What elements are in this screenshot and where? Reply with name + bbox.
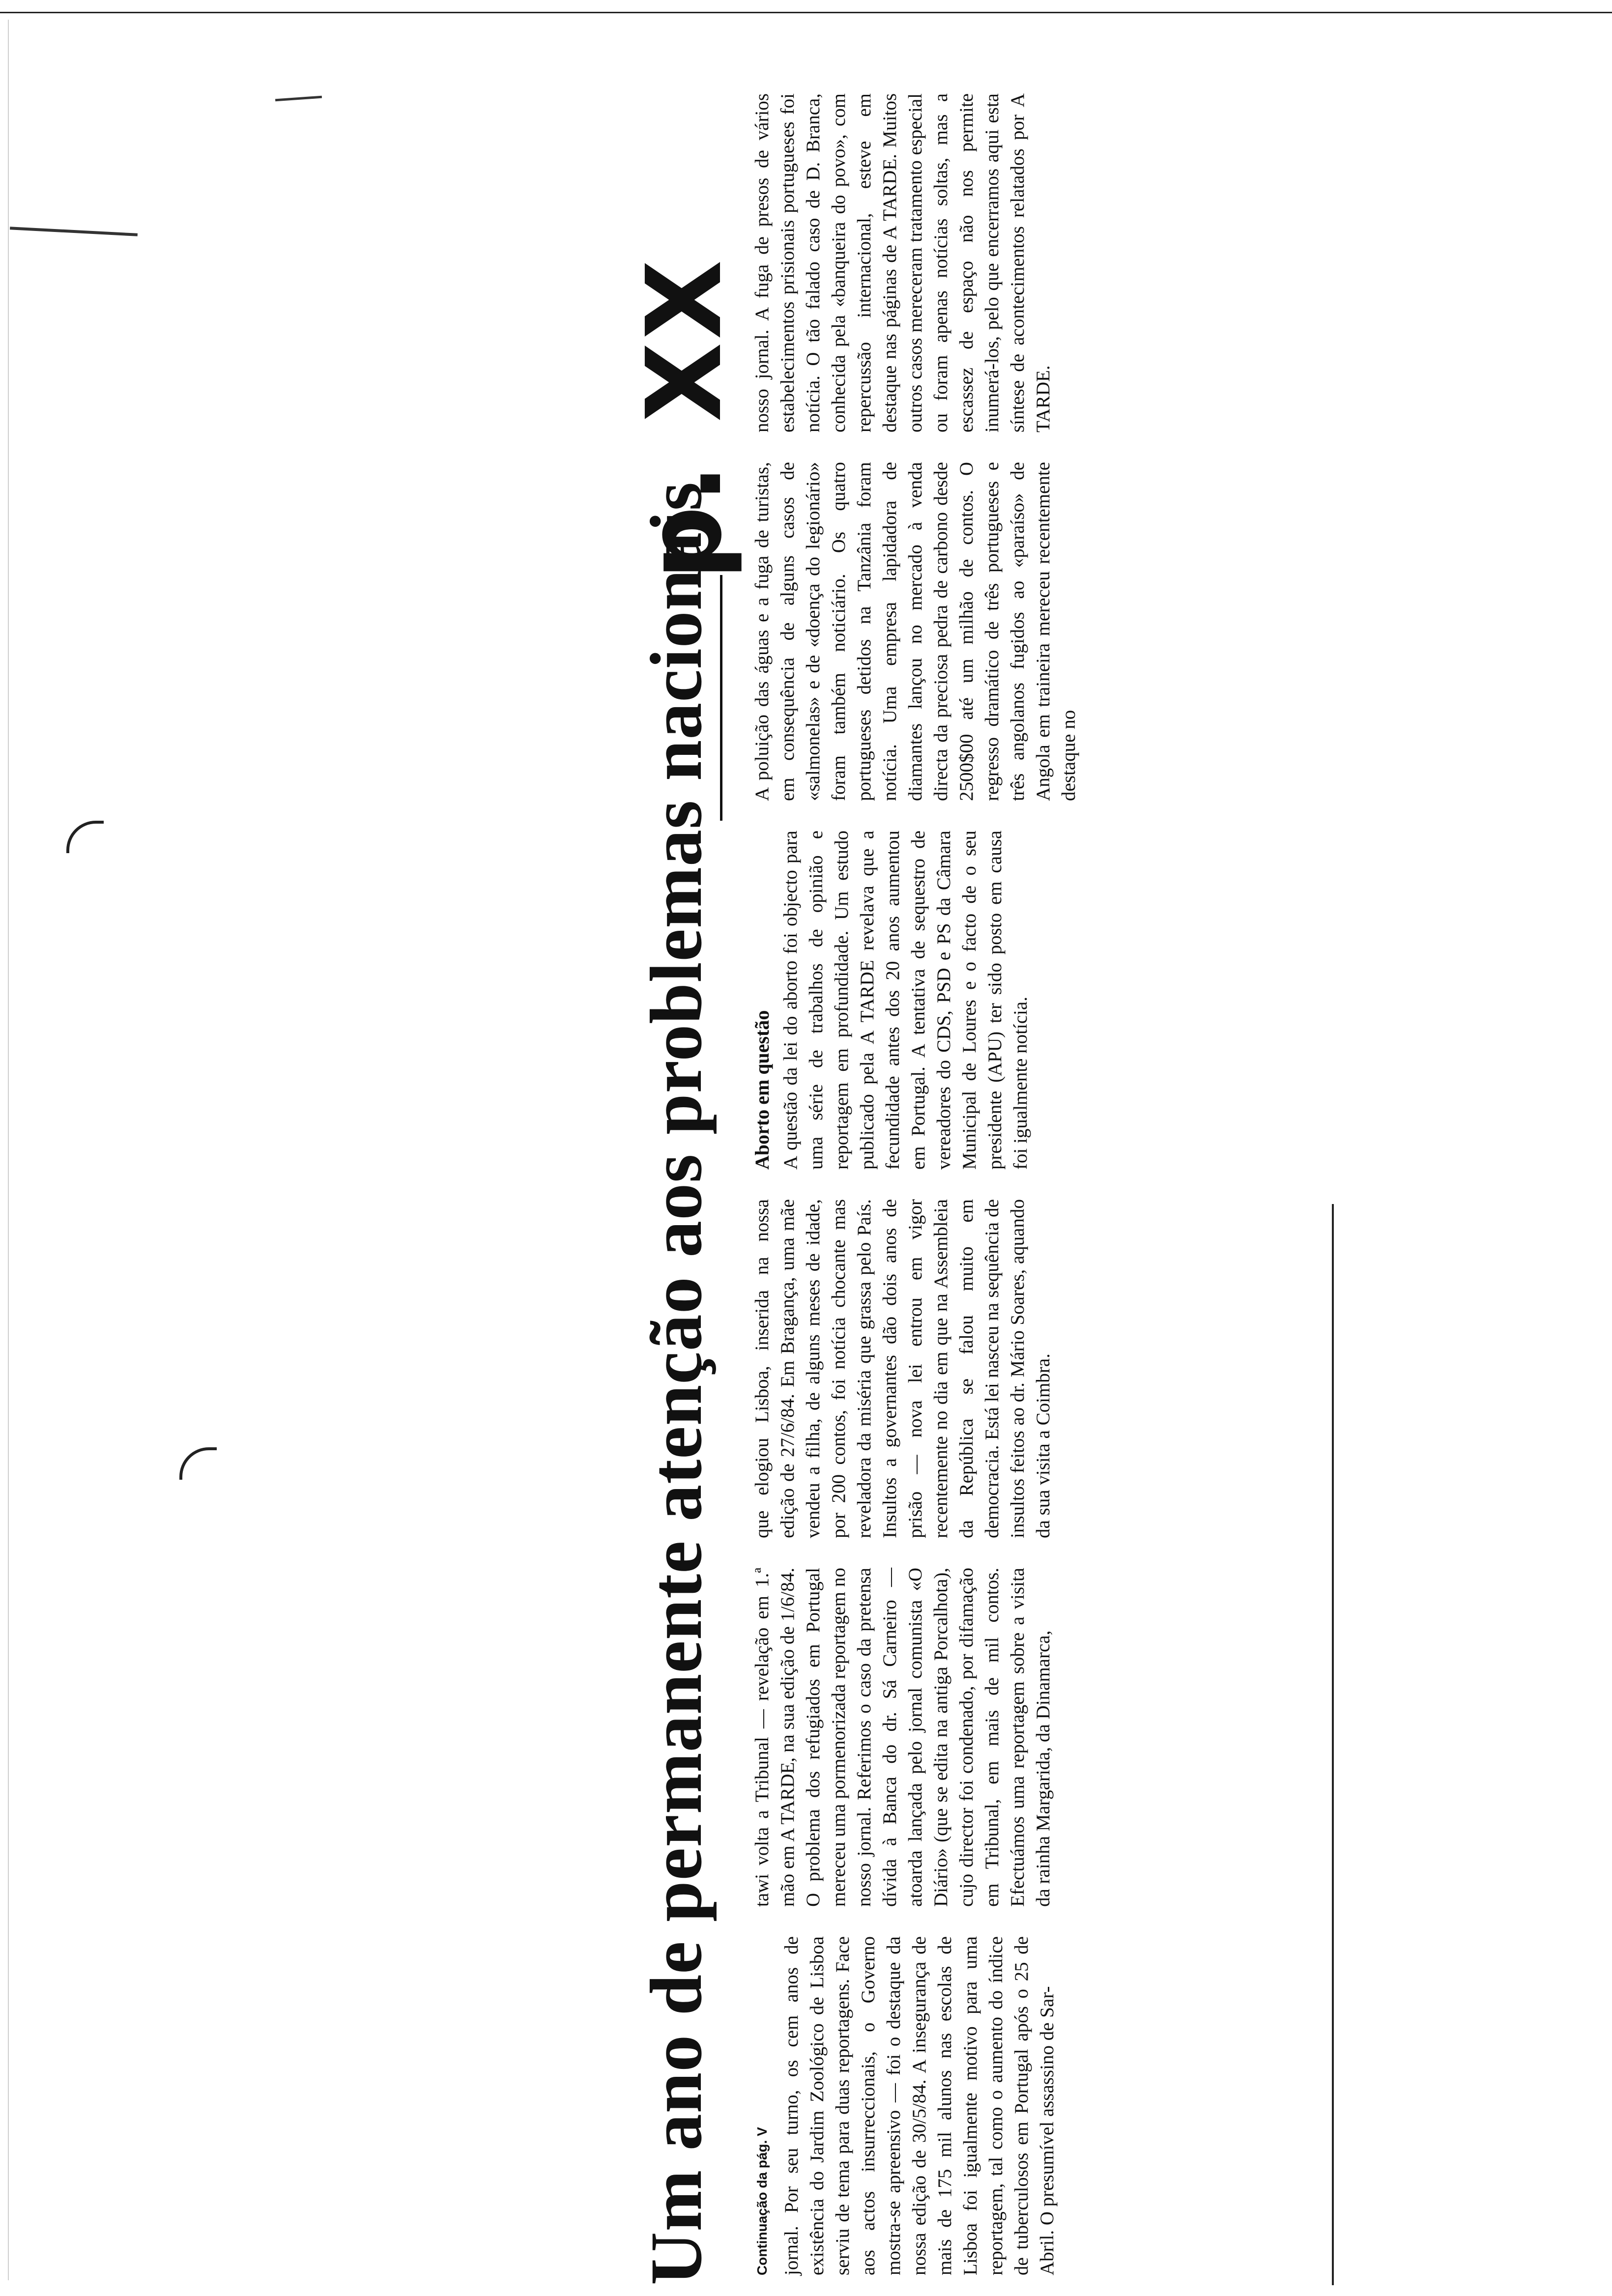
column-text: jornal. Por seu turno, os cem anos de existência do Jardim Zoológico de Lisboa serviu de tema para duas reportagens. Face aos actos insurreccionais, o Governo mostra-se apreensivo — foi o destaque da nossa edição de 30/5/84. A insegurança de mais de 175 mil alunos nas escolas de Lisboa foi igualmente motivo para uma reportagem, tal como o aumento do índice de tuberculosos em Portugal após o 25 de Abril. O presumível assassino de Sar- [781,1936,1058,2275]
section-subhead: Aborto em questão [751,1010,773,1170]
hole-punch-arc [179,1447,217,1480]
hole-punch-arc [66,821,104,853]
article-column-3 [749,1199,1058,1538]
column-text: que elogiou Lisboa, inserida na nossa edição de 27/6/84. Em Bragança, uma mãe vendeu a filha, de alguns meses de idade, por 200 contos, foi notícia chocante mas reveladora da miséria que grassa pelo País. Insultos a governantes dão dois anos de prisão — nova lei entrou em vigor recentemente no dia em que na Assembleia da República se falou muito em democracia. Está lei nasceu na sequência de insultos feitos ao dr. Mário Soares, aquando da sua visita a Coimbra. [751,1199,1054,1538]
column-text: A questão da lei do aborto foi objecto para uma série de trabalhos de opinião e reportagem em profundidade. Um estudo publicado pela A TARDE revelava que a fecundidade antes dos 20 anos aumentou em Portugal. A tentativa de sequestro de vereadores do CDS, PSD e PS da Câmara Municipal de Loures e o facto de o seu presidente (APU) ter sido posto em causa foi igualmente notícia. [780,831,1031,1170]
article-column-5 [749,462,1084,801]
bottom-rule [1332,1204,1334,2285]
headline-underline [720,575,722,821]
headline: Um ano de permanente atenção aos problemas nacionais [635,481,717,2285]
top-border-rule [0,12,1612,13]
news-clipping [624,44,1347,2285]
column-text: nosso jornal. A fuga de presos de vários estabelecimentos prisionais portugueses foi notícia. O tão falado caso de D. Branca, conhecida pela «banqueira do povo», com repercussão internacional, esteve em destaque nas páginas de A TARDE. Muitos outros casos mereceram tratamento especial ou foram apenas notícias soltas, mas a escassez de espaço não nos permite inumerá-los, pelo que encerramos aqui esta síntese de acontecimentos relatados por A TARDE. [751,93,1054,432]
article-column-4 [749,831,1036,1170]
continuation-kicker: Continuação da pág. V [754,2127,770,2275]
handwritten-page-note: p. XX [624,257,745,580]
scan-margin-line [8,20,9,2280]
column-text: A poluição das águas e a fuga de turistas, em consequência de alguns casos de «salmonelas» e de «doença do legionário» foram também noticiário. Os quatro portugueses detidos na Tanzânia foram notícia. Uma empresa lapidadora de diamantes lançou no mercado à venda directa da preciosa pedra de carbono desde 2500$00 até um milhão de contos. O regresso dramático de três portugueses e três angolanos fugidos ao «paraíso» de Angola em traineira mereceu recentemente destaque no [751,462,1079,801]
article-columns [749,54,1329,2275]
scan-mark [275,96,322,102]
scan-mark [10,227,138,236]
article-column-2 [749,1568,1058,1907]
article-column-6 [749,93,1058,432]
column-text: tawi volta a Tribunal — revelação em 1.ª mão em A TARDE, na sua edição de 1/6/84. O problema dos refugiados em Portugal mereceu uma pormenorizada reportagem no nosso jornal. Referimos o caso da pretensa dívida à Banca do dr. Sá Carneiro — atoarda lançada pelo jornal comunista «O Diário» (que se edita na antiga Porcalhota), cujo director foi condenado, por difamação em Tribunal, em mais de mil contos. Efectuámos uma reportagem sobre a visita da rainha Margarida, da Dinamarca, [751,1568,1054,1907]
article-column-1 [749,1936,1062,2275]
